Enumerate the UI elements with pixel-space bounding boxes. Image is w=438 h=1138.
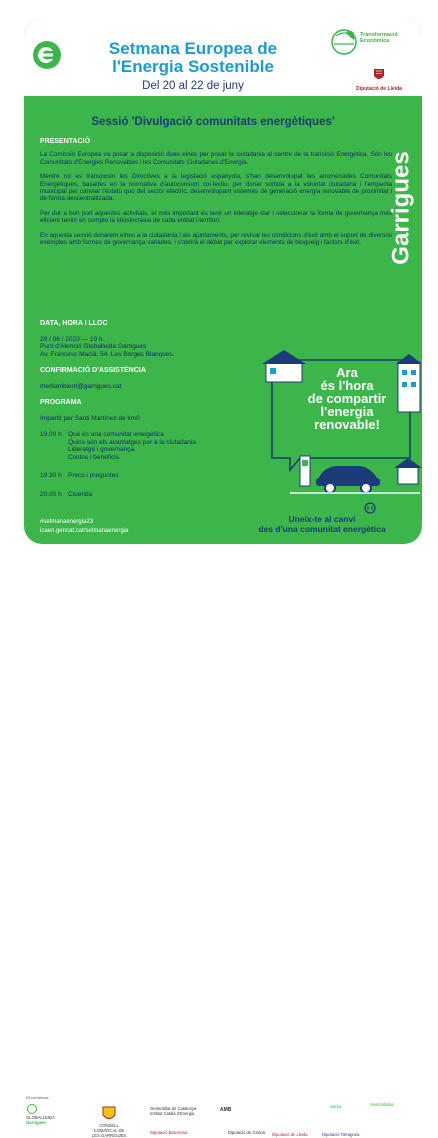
diputacio-lleida-logo: Diputació de Lleida <box>346 68 412 93</box>
energy-e-logo-icon <box>32 40 62 70</box>
date-line: 29 / 06 / 2023 — 19 h. <box>40 335 105 343</box>
amb-logo: AMB <box>220 1107 232 1113</box>
svg-text:Garrigues: Garrigues <box>387 151 415 265</box>
hashtag-block <box>40 518 128 536</box>
event-dates: Del 20 al 22 de juny <box>142 80 244 92</box>
confirm-heading: CONFIRMACIÓ D'ASSISTÈNCIA <box>40 367 146 374</box>
speaker-line: Impartit per Santi Martínez de km0 <box>40 414 140 422</box>
small-house-icon <box>394 458 422 484</box>
globalleida-logo: GLOBALLEIDA Garrigues <box>26 1104 86 1125</box>
event-title: Setmana Europea de l'Energia Sostenible <box>108 39 278 76</box>
event-url-link[interactable]: icaen.gencat.cat/setmanaenergia <box>40 528 129 534</box>
ev-charger-icon <box>300 456 310 486</box>
sponsor-footer <box>0 544 438 1138</box>
electric-car-icon <box>316 466 380 493</box>
session-title: Sessió 'Divulgació comunitats energètiques' <box>91 116 335 128</box>
program-heading: PROGRAMA <box>40 399 82 406</box>
transformacio-economica-logo: Transformació Econòmica <box>330 26 410 65</box>
icaen-logo: Generalitat de Catalunya Institut Català d'Energia <box>150 1106 197 1116</box>
globe-leaf-icon <box>330 26 358 60</box>
program-item: 19.30 h Precs i preguntes <box>40 472 119 479</box>
collaborators-label: Hi col·labora <box>26 1095 49 1100</box>
program-item: 19.00 h Què és una comunitat energètica Quins són els avantatges per a la ciutadania Lideratge i governança Costos i beneficis. <box>40 431 196 461</box>
presentation-section <box>40 138 392 253</box>
globe-icon <box>26 1104 38 1114</box>
address-line: Av. Francesc Macià, 54. Les Borges Blanques. <box>40 350 175 358</box>
presentation-paragraph: La Comissió Europea va posar a disposició dues eines per posar la ciutadania al centre de la transició Energètica. Són les Comunitats d'Energies Renovables i les Comunitats Ciutadanes d'Energia. <box>40 151 392 166</box>
date-heading: DATA, HORA I LLOC <box>40 320 108 327</box>
details-section <box>40 320 270 500</box>
diputacio-barcelona-logo: Diputació Barcelona <box>150 1130 188 1135</box>
diputacio-lleida-footer-logo: Diputació de Lleida <box>272 1132 308 1137</box>
hashtag: #setmanaenergia23 <box>40 519 94 525</box>
poster-header <box>24 18 422 96</box>
diputacio-tarragona-logo: Diputació Tarragona <box>322 1132 360 1137</box>
coat-of-arms-icon <box>372 68 386 82</box>
presentation-paragraph: Per dur a bon port aquestes activitats, el més important és tenir un lideratge clar i seleccionar la forma de governança més eficient tenint en compte la idiosincràsia de cada entitat i territori. <box>40 209 392 225</box>
xarxa-logo: Xarxa <box>330 1104 341 1109</box>
program-item: 20.00 h Cloenda <box>40 490 93 498</box>
place-line: Punt d'Atenció Globalleida Garrigues <box>40 343 147 350</box>
plug-icon <box>365 503 375 513</box>
poster <box>24 18 422 544</box>
speech-bubble-text: Ara és l'hora de compartir l'energia renovable! <box>307 365 387 432</box>
contact-email-link[interactable]: mediambient@garrigues.cat <box>40 382 122 390</box>
presentation-paragraph: Mentre no es transposin les Directives a la legislació espanyola, s'han desenvolupat les anomenades Comunitats Energètiques, basades en la normativa d'autoconsum col·lectiu, per donar sortida a la voluntat ciutadana i l'empenta municipal per canviar l'estatu quo del sector elèctric, desenvolupant sistemes de generació energia renovable de proximitat i de forma descentralitzada. <box>40 173 392 203</box>
call-to-action: Uneix-te al canvi des d'una comunitat energètica <box>258 514 386 534</box>
consell-comarcal-logo: CONSELL COMARCAL DE LES GARRIGUES <box>90 1106 128 1138</box>
sostenibilitat-logo: Sostenibilitat <box>370 1102 394 1107</box>
diputacio-girona-logo: Diputació de Girona <box>228 1130 266 1135</box>
shield-icon <box>102 1106 116 1122</box>
presentation-paragraph: En aquesta sessió donarem eines a la ciutadania i als ajuntaments, per revisar les condicions d'èxit amb el suport de diversos exemples amb formes de governança variades, i s'obrirà el debat per explorar elements de bloqueig i factors d'èxit. <box>40 231 392 247</box>
presentation-heading: PRESENTACIÓ <box>40 138 91 145</box>
